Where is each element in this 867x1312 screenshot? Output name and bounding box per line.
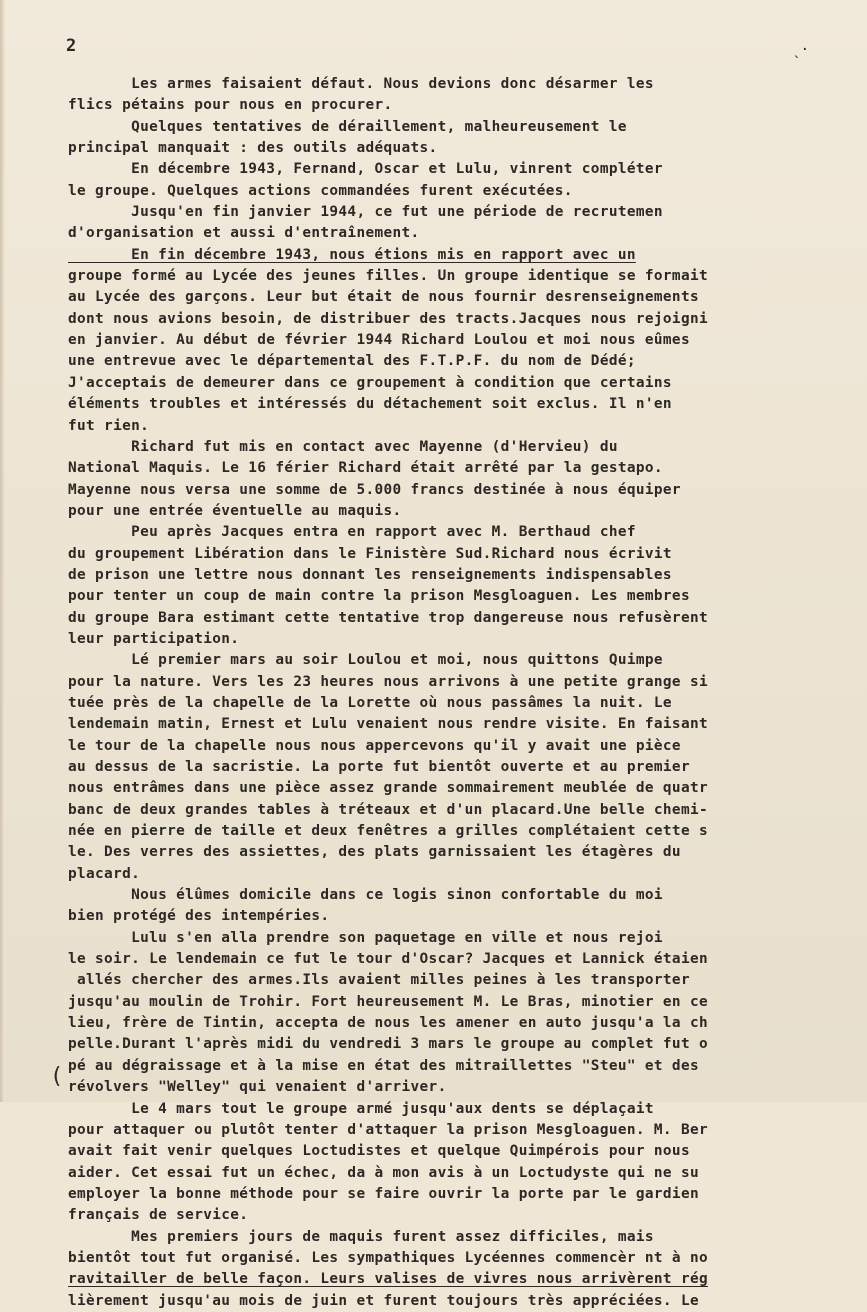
text-line: flics pétains pour nous en procurer. — [68, 97, 393, 114]
text-line: lendemain matin, Ernest et Lulu venaient nous rendre visite. En faisant — [68, 716, 708, 733]
text-line: lieu, frère de Tintin, accepta de nous les amener en auto jusqu'a la ch — [68, 1015, 708, 1032]
text-line: En décembre 1943, Fernand, Oscar et Lulu, vinrent compléter — [68, 161, 663, 178]
text-line: bientôt tout fut organisé. Les sympathiques Lycéennes commencèr nt à no — [68, 1249, 708, 1266]
ink-speck-mark: ˎ· — [792, 42, 809, 58]
text-line: groupe formé au Lycée des jeunes filles. Un groupe identique se formait — [68, 268, 708, 285]
page-number: 2 — [66, 36, 78, 56]
text-line: banc de deux grandes tables à tréteaux et d'un placard.Une belle chemi- — [68, 801, 708, 818]
text-line: Le 4 mars tout le groupe armé jusqu'aux dents se déplaçait — [68, 1100, 654, 1117]
text-line: pour une entrée éventuelle au maquis. — [68, 502, 402, 519]
text-line: leur participation. — [68, 630, 240, 647]
text-line: le soir. Le lendemain ce fut le tour d'Oscar? Jacques et Lannick étaien — [68, 951, 708, 968]
text-line: Mayenne nous versa une somme de 5.000 francs destinée à nous équiper — [68, 481, 681, 498]
text-line: aider. Cet essai fut un échec, da à mon avis à un Loctudyste qui ne su — [68, 1164, 699, 1181]
text-line: nous entrâmes dans une pièce assez grande sommairement meublée de quatr — [68, 780, 708, 797]
text-line: dont nous avions besoin, de distribuer des tracts.Jacques nous rejoigni — [68, 310, 708, 327]
text-line: au Lycée des garçons. Leur but était de nous fournir desrenseignements — [68, 289, 699, 306]
text-line: du groupe Bara estimant cette tentative trop dangereuse nous refusèrent — [68, 609, 708, 626]
text-line: J'acceptais de demeurer dans ce groupement à condition que certains — [68, 374, 672, 391]
text-line: pour attaquer ou plutôt tenter d'attaquer la prison Mesgloaguen. M. Ber — [68, 1121, 708, 1138]
text-line: employer la bonne méthode pour se faire ouvrir la porte par le gardien — [68, 1185, 699, 1202]
text-line: français de service. — [68, 1207, 249, 1224]
text-line-underlined: ravitailler de belle façon. Leurs valises de vivres nous arrivèrent rég — [68, 1271, 708, 1288]
typed-text-body — [68, 74, 818, 1312]
text-line: née en pierre de taille et deux fenêtres a grilles complétaient cette s — [68, 823, 708, 840]
text-line: National Maquis. Le 16 férier Richard était arrêté par la gestapo. — [68, 460, 663, 477]
text-line: au dessus de la sacristie. La porte fut bientôt ouverte et au premier — [68, 759, 690, 775]
text-line: en janvier. Au début de février 1944 Richard Loulou et moi nous eûmes — [68, 332, 690, 349]
text-line: lièrement jusqu'au mois de juin et furent toujours très appréciées. Le — [68, 1292, 699, 1309]
text-line: le. Des verres des assiettes, des plats garnissaient les étagères du — [68, 844, 681, 861]
text-line: le tour de la chapelle nous nous appercevons qu'il y avait une pièce — [68, 737, 681, 754]
text-line: Quelques tentatives de déraillement, malheureusement le — [68, 118, 627, 135]
margin-bracket-mark: ( — [50, 1064, 64, 1089]
text-line: Nous élûmes domicile dans ce logis sinon confortable du moi — [68, 887, 663, 904]
text-line: fut rien. — [68, 417, 150, 434]
text-line: Lulu s'en alla prendre son paquetage en ville et nous rejoi — [68, 929, 663, 946]
text-line: jusqu'au moulin de Trohir. Fort heureusement M. Le Bras, minotier en ce — [68, 993, 708, 1010]
text-line: tuée près de la chapelle de la Lorette où nous passâmes la nuit. Le — [68, 694, 672, 711]
text-line: Jusqu'en fin janvier 1944, ce fut une période de recrutemen — [68, 204, 663, 221]
text-line: avait fait venir quelques Loctudistes et quelque Quimpérois pour nous — [68, 1143, 690, 1160]
text-line: éléments troubles et intéressés du détachement soit exclus. Il n'en — [68, 396, 672, 413]
text-line: pelle.Durant l'après midi du vendredi 3 mars le groupe au complet fut o — [68, 1036, 708, 1053]
text-line: d'organisation et aussi d'entraînement. — [68, 225, 420, 242]
text-line: révolvers "Welley" qui venaient d'arriver. — [68, 1079, 447, 1096]
text-line: Les armes faisaient défaut. Nous devions donc désarmer les — [68, 76, 654, 92]
text-line: pé au dégraissage et à la mise en état des mitraillettes "Steu" et des — [68, 1057, 699, 1074]
text-line: du groupement Libération dans le Finistère Sud.Richard nous écrivit — [68, 545, 672, 562]
text-line: Lé premier mars au soir Loulou et moi, nous quittons Quimpe — [68, 652, 663, 669]
text-line: Peu après Jacques entra en rapport avec M. Berthaud chef — [68, 524, 636, 541]
text-line-underlined: En fin décembre 1943, nous étions mis en rapport avec un — [68, 246, 636, 263]
page-edge-shadow — [0, 0, 5, 1102]
text-line: Mes premiers jours de maquis furent assez difficiles, mais — [68, 1228, 654, 1245]
text-line: allés chercher des armes.Ils avaient milles peines à les transporter — [68, 972, 690, 989]
text-line: pour tenter un coup de main contre la prison Mesgloaguen. Les membres — [68, 588, 690, 605]
text-line: principal manquait : des outils adéquats. — [68, 140, 438, 157]
text-line: de prison une lettre nous donnant les renseignements indispensables — [68, 566, 672, 583]
text-line: le groupe. Quelques actions commandées furent exécutées. — [68, 182, 573, 199]
text-line: pour la nature. Vers les 23 heures nous arrivons à une petite grange si — [68, 673, 708, 690]
text-line: placard. — [68, 865, 141, 882]
text-line: bien protégé des intempéries. — [68, 908, 330, 925]
text-line: Richard fut mis en contact avec Mayenne (d'Hervieu) du — [68, 438, 618, 455]
text-line: une entrevue avec le départemental des F.T.P.F. du nom de Dédé; — [68, 353, 636, 370]
